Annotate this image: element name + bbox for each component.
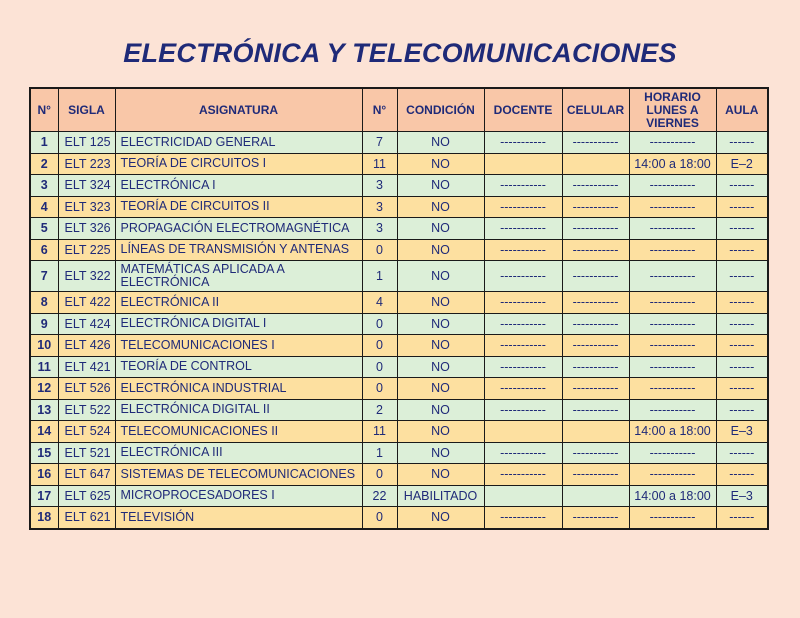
cell-sigla: ELT 421 [58,356,115,378]
cell-sigla: ELT 647 [58,464,115,486]
header-sigla: SIGLA [58,88,115,132]
cell-aula: ------ [716,175,768,197]
cell-sigla: ELT 522 [58,399,115,421]
cell-condicion: NO [397,313,484,335]
cell-aula: ------ [716,292,768,314]
table-row [30,421,768,443]
cell-asignatura: ELECTRÓNICA INDUSTRIAL [115,378,362,400]
cell-condicion: NO [397,356,484,378]
header-condicion: CONDICIÓN [397,88,484,132]
cell-asignatura: MICROPROCESADORES I [115,485,362,507]
cell-num: 11 [30,356,58,378]
cell-horario: ----------- [629,442,716,464]
cell-asignatura: TELECOMUNICACIONES II [115,421,362,443]
cell-num: 16 [30,464,58,486]
cell-horario: ----------- [629,464,716,486]
cell-condicion: NO [397,218,484,240]
cell-n: 7 [362,132,397,154]
header-horario: HORARIO LUNES A VIERNES [629,88,716,132]
cell-celular: ----------- [562,464,629,486]
cell-asignatura: TEORÍA DE CIRCUITOS II [115,196,362,218]
cell-n: 22 [362,485,397,507]
table-row [30,292,768,314]
header-asignatura: ASIGNATURA [115,88,362,132]
cell-celular: ----------- [562,175,629,197]
cell-horario: ----------- [629,399,716,421]
cell-docente: ----------- [484,442,562,464]
cell-num: 2 [30,153,58,175]
cell-num: 9 [30,313,58,335]
cell-num: 7 [30,261,58,292]
cell-num: 10 [30,335,58,357]
header-aula: AULA [716,88,768,132]
cell-num: 17 [30,485,58,507]
cell-n: 11 [362,153,397,175]
cell-aula: ------ [716,218,768,240]
cell-aula: ------ [716,378,768,400]
cell-docente: ----------- [484,292,562,314]
cell-aula: ------ [716,313,768,335]
table-row [30,313,768,335]
cell-celular: ----------- [562,261,629,292]
cell-docente [484,153,562,175]
cell-aula: ------ [716,442,768,464]
cell-condicion: NO [397,153,484,175]
cell-asignatura: TEORÍA DE CIRCUITOS I [115,153,362,175]
cell-aula: ------ [716,507,768,529]
cell-n: 11 [362,421,397,443]
cell-asignatura: ELECTRÓNICA II [115,292,362,314]
cell-num: 14 [30,421,58,443]
cell-condicion: NO [397,239,484,261]
cell-docente: ----------- [484,399,562,421]
header-row [30,88,768,132]
cell-horario: 14:00 a 18:00 [629,421,716,443]
schedule-table [29,87,769,530]
cell-asignatura: SISTEMAS DE TELECOMUNICACIONES [115,464,362,486]
cell-horario: ----------- [629,132,716,154]
cell-num: 5 [30,218,58,240]
table-row [30,132,768,154]
table-row [30,356,768,378]
cell-n: 3 [362,175,397,197]
cell-asignatura: ELECTRÓNICA III [115,442,362,464]
cell-sigla: ELT 422 [58,292,115,314]
header-celular: CELULAR [562,88,629,132]
cell-n: 0 [362,239,397,261]
cell-condicion: NO [397,175,484,197]
cell-n: 0 [362,356,397,378]
cell-condicion: NO [397,442,484,464]
cell-celular: ----------- [562,218,629,240]
cell-condicion: NO [397,196,484,218]
cell-num: 18 [30,507,58,529]
cell-sigla: ELT 625 [58,485,115,507]
cell-aula: ------ [716,132,768,154]
header-n: N° [362,88,397,132]
table-row [30,399,768,421]
cell-aula: ------ [716,356,768,378]
cell-asignatura: ELECTRÓNICA I [115,175,362,197]
cell-celular: ----------- [562,132,629,154]
cell-celular: ----------- [562,196,629,218]
cell-asignatura: TELECOMUNICACIONES I [115,335,362,357]
cell-aula: ------ [716,239,768,261]
cell-asignatura: TELEVISIÓN [115,507,362,529]
cell-condicion: HABILITADO [397,485,484,507]
cell-num: 8 [30,292,58,314]
cell-asignatura: ELECTRICIDAD GENERAL [115,132,362,154]
cell-num: 12 [30,378,58,400]
cell-asignatura: LÍNEAS DE TRANSMISIÓN Y ANTENAS [115,239,362,261]
table-row [30,335,768,357]
cell-sigla: ELT 324 [58,175,115,197]
cell-asignatura: ELECTRÓNICA DIGITAL I [115,313,362,335]
cell-sigla: ELT 426 [58,335,115,357]
cell-aula: ------ [716,196,768,218]
page-title: ELECTRÓNICA Y TELECOMUNICACIONES [123,38,677,68]
cell-horario: ----------- [629,175,716,197]
cell-aula: ------ [716,399,768,421]
cell-celular [562,485,629,507]
cell-docente: ----------- [484,356,562,378]
cell-celular [562,153,629,175]
cell-num: 15 [30,442,58,464]
cell-num: 13 [30,399,58,421]
cell-celular: ----------- [562,399,629,421]
cell-sigla: ELT 524 [58,421,115,443]
table-row [30,175,768,197]
cell-celular: ----------- [562,378,629,400]
cell-asignatura: PROPAGACIÓN ELECTROMAGNÉTICA [115,218,362,240]
cell-docente [484,485,562,507]
cell-horario: ----------- [629,196,716,218]
cell-condicion: NO [397,132,484,154]
table-row [30,442,768,464]
cell-aula: E–3 [716,421,768,443]
cell-horario: ----------- [629,239,716,261]
cell-num: 6 [30,239,58,261]
cell-sigla: ELT 223 [58,153,115,175]
cell-aula: E–2 [716,153,768,175]
header-docente: DOCENTE [484,88,562,132]
cell-asignatura: MATEMÁTICAS APLICADA A ELECTRÓNICA [115,261,362,292]
cell-n: 3 [362,218,397,240]
cell-horario: 14:00 a 18:00 [629,485,716,507]
table-row [30,153,768,175]
cell-n: 0 [362,464,397,486]
cell-docente: ----------- [484,313,562,335]
cell-celular: ----------- [562,507,629,529]
cell-condicion: NO [397,507,484,529]
cell-n: 0 [362,335,397,357]
cell-num: 3 [30,175,58,197]
table-row [30,507,768,529]
header-num: N° [30,88,58,132]
cell-horario: 14:00 a 18:00 [629,153,716,175]
table-row [30,464,768,486]
cell-sigla: ELT 521 [58,442,115,464]
table-row [30,239,768,261]
cell-condicion: NO [397,378,484,400]
cell-celular: ----------- [562,239,629,261]
cell-celular: ----------- [562,313,629,335]
cell-sigla: ELT 621 [58,507,115,529]
cell-asignatura: TEORÍA DE CONTROL [115,356,362,378]
cell-docente: ----------- [484,196,562,218]
cell-celular: ----------- [562,292,629,314]
cell-sigla: ELT 424 [58,313,115,335]
cell-aula: E–3 [716,485,768,507]
cell-aula: ------ [716,464,768,486]
cell-condicion: NO [397,421,484,443]
cell-asignatura: ELECTRÓNICA DIGITAL II [115,399,362,421]
cell-aula: ------ [716,335,768,357]
cell-docente: ----------- [484,507,562,529]
cell-n: 4 [362,292,397,314]
cell-docente [484,421,562,443]
cell-docente: ----------- [484,378,562,400]
table-row [30,261,768,292]
cell-horario: ----------- [629,378,716,400]
cell-docente: ----------- [484,132,562,154]
cell-sigla: ELT 322 [58,261,115,292]
cell-docente: ----------- [484,218,562,240]
cell-n: 3 [362,196,397,218]
cell-condicion: NO [397,261,484,292]
cell-sigla: ELT 125 [58,132,115,154]
cell-n: 1 [362,442,397,464]
cell-sigla: ELT 225 [58,239,115,261]
cell-horario: ----------- [629,292,716,314]
cell-docente: ----------- [484,335,562,357]
cell-condicion: NO [397,399,484,421]
cell-n: 2 [362,399,397,421]
cell-horario: ----------- [629,261,716,292]
cell-celular: ----------- [562,442,629,464]
cell-sigla: ELT 526 [58,378,115,400]
cell-n: 0 [362,378,397,400]
table-row [30,196,768,218]
cell-horario: ----------- [629,507,716,529]
cell-celular: ----------- [562,356,629,378]
cell-num: 4 [30,196,58,218]
cell-condicion: NO [397,292,484,314]
cell-docente: ----------- [484,239,562,261]
cell-sigla: ELT 326 [58,218,115,240]
cell-condicion: NO [397,335,484,357]
cell-docente: ----------- [484,175,562,197]
table-row [30,485,768,507]
cell-sigla: ELT 323 [58,196,115,218]
cell-horario: ----------- [629,313,716,335]
cell-docente: ----------- [484,261,562,292]
cell-docente: ----------- [484,464,562,486]
cell-horario: ----------- [629,335,716,357]
cell-n: 0 [362,313,397,335]
cell-horario: ----------- [629,218,716,240]
cell-horario: ----------- [629,356,716,378]
cell-n: 0 [362,507,397,529]
cell-aula: ------ [716,261,768,292]
cell-celular [562,421,629,443]
cell-num: 1 [30,132,58,154]
table-row [30,378,768,400]
table-row [30,218,768,240]
cell-celular: ----------- [562,335,629,357]
cell-condicion: NO [397,464,484,486]
cell-n: 1 [362,261,397,292]
